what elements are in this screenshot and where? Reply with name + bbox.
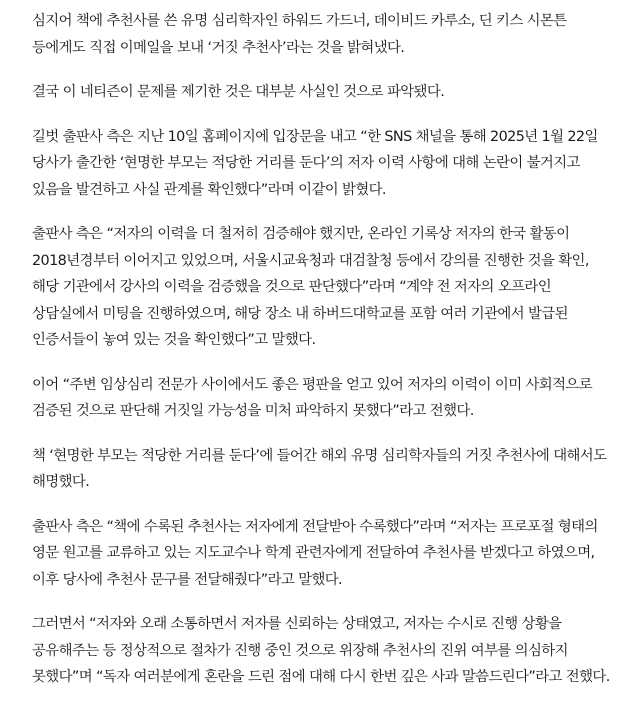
text-line: 결국 이 네티즌이 문제를 제기한 것은 대부분 사실인 것으로 파악됐다. <box>32 84 445 100</box>
text-line: 이어 “주변 임상심리 전문가 사이에서도 좋은 평판을 얻고 있어 저자의 이력이 이미 사회적으로 <box>32 376 593 393</box>
text-line: 검증된 것으로 판단해 거짓일 가능성을 미처 파악하지 못했다”라고 전했다. <box>32 403 474 419</box>
news-article-body <box>32 8 632 709</box>
text-line: 공유해주는 등 정상적으로 절차가 진행 중인 것으로 위장해 추천사의 진위 여부를 의심하지 <box>32 642 568 659</box>
text-line: 못했다”며 “독자 여러분에게 혼란을 드린 점에 대해 다시 한번 깊은 사과 말씀드린다”라고 전했다. <box>32 669 610 685</box>
text-line: 그러면서 “저자와 오래 소통하면서 저자를 신뢰하는 상태였고, 저자는 수시로 진행 상황을 <box>32 616 562 632</box>
paragraph-6 <box>32 443 632 496</box>
paragraph-7 <box>32 514 632 594</box>
text-line: 해당 기관에서 강사의 이력을 검증했을 것으로 판단했다”라며 “계약 전 저자의 오프라인 <box>32 279 552 295</box>
paragraph-2 <box>32 79 632 106</box>
text-line: 출판사 측은 “저자의 이력을 더 철저히 검증해야 했지만, 온라인 기록상 저자의 한국 활동이 <box>32 226 570 242</box>
paragraph-5 <box>32 372 632 425</box>
text-line: 이후 당사에 추천사 문구를 전달해줬다”라고 말했다. <box>32 571 343 588</box>
text-line: 해명했다. <box>32 474 90 490</box>
text-line: 당사가 출간한 ‘현명한 부모는 적당한 거리를 둔다’의 저자 이력 사항에 대해 논란이 불거지고 <box>32 155 580 171</box>
text-line: 길벗 출판사 측은 지난 10일 홈페이지에 입장문을 내고 “한 SNS 채널을 통해 2025년 1월 22일 <box>32 128 598 145</box>
text-line: 있음을 발견하고 사실 관계를 확인했다”라며 이같이 밝혔다. <box>32 181 386 198</box>
text-line: 출판사 측은 “책에 수록된 추천사는 저자에게 전달받아 수록했다”라며 “저자는 프로포절 형태의 <box>32 518 598 535</box>
text-line: 인증서들이 놓여 있는 것을 확인했다”고 말했다. <box>32 332 316 348</box>
text-line: 영문 원고를 교류하고 있는 지도교수나 학계 관련자에게 전달하여 추천사를 받겠다고 하였으며, <box>32 545 595 561</box>
paragraph-1 <box>32 8 632 61</box>
paragraph-3 <box>32 124 632 204</box>
text-line: 등에게도 직접 이메일을 보내 ‘거짓 추천사’라는 것을 밝혀냈다. <box>32 39 405 56</box>
text-line: 2018년경부터 이어지고 있었으며, 서울시교육청과 대검찰청 등에서 강의를 진행한 것을 확인, <box>32 252 589 269</box>
text-line: 심지어 책에 추천사를 쓴 유명 심리학자인 하워드 가드너, 데이비드 카루소, 딘 키스 시몬튼 <box>32 13 567 29</box>
paragraph-8 <box>32 611 632 691</box>
paragraph-4 <box>32 221 632 354</box>
text-line: 상담실에서 미팅을 진행하였으며, 해당 장소 내 하버드대학교를 포함 여러 기관에서 발급된 <box>32 305 568 322</box>
text-line: 책 ‘현명한 부모는 적당한 거리를 둔다’에 들어간 해외 유명 심리학자들의 거짓 추천사에 대해서도 <box>32 447 607 464</box>
